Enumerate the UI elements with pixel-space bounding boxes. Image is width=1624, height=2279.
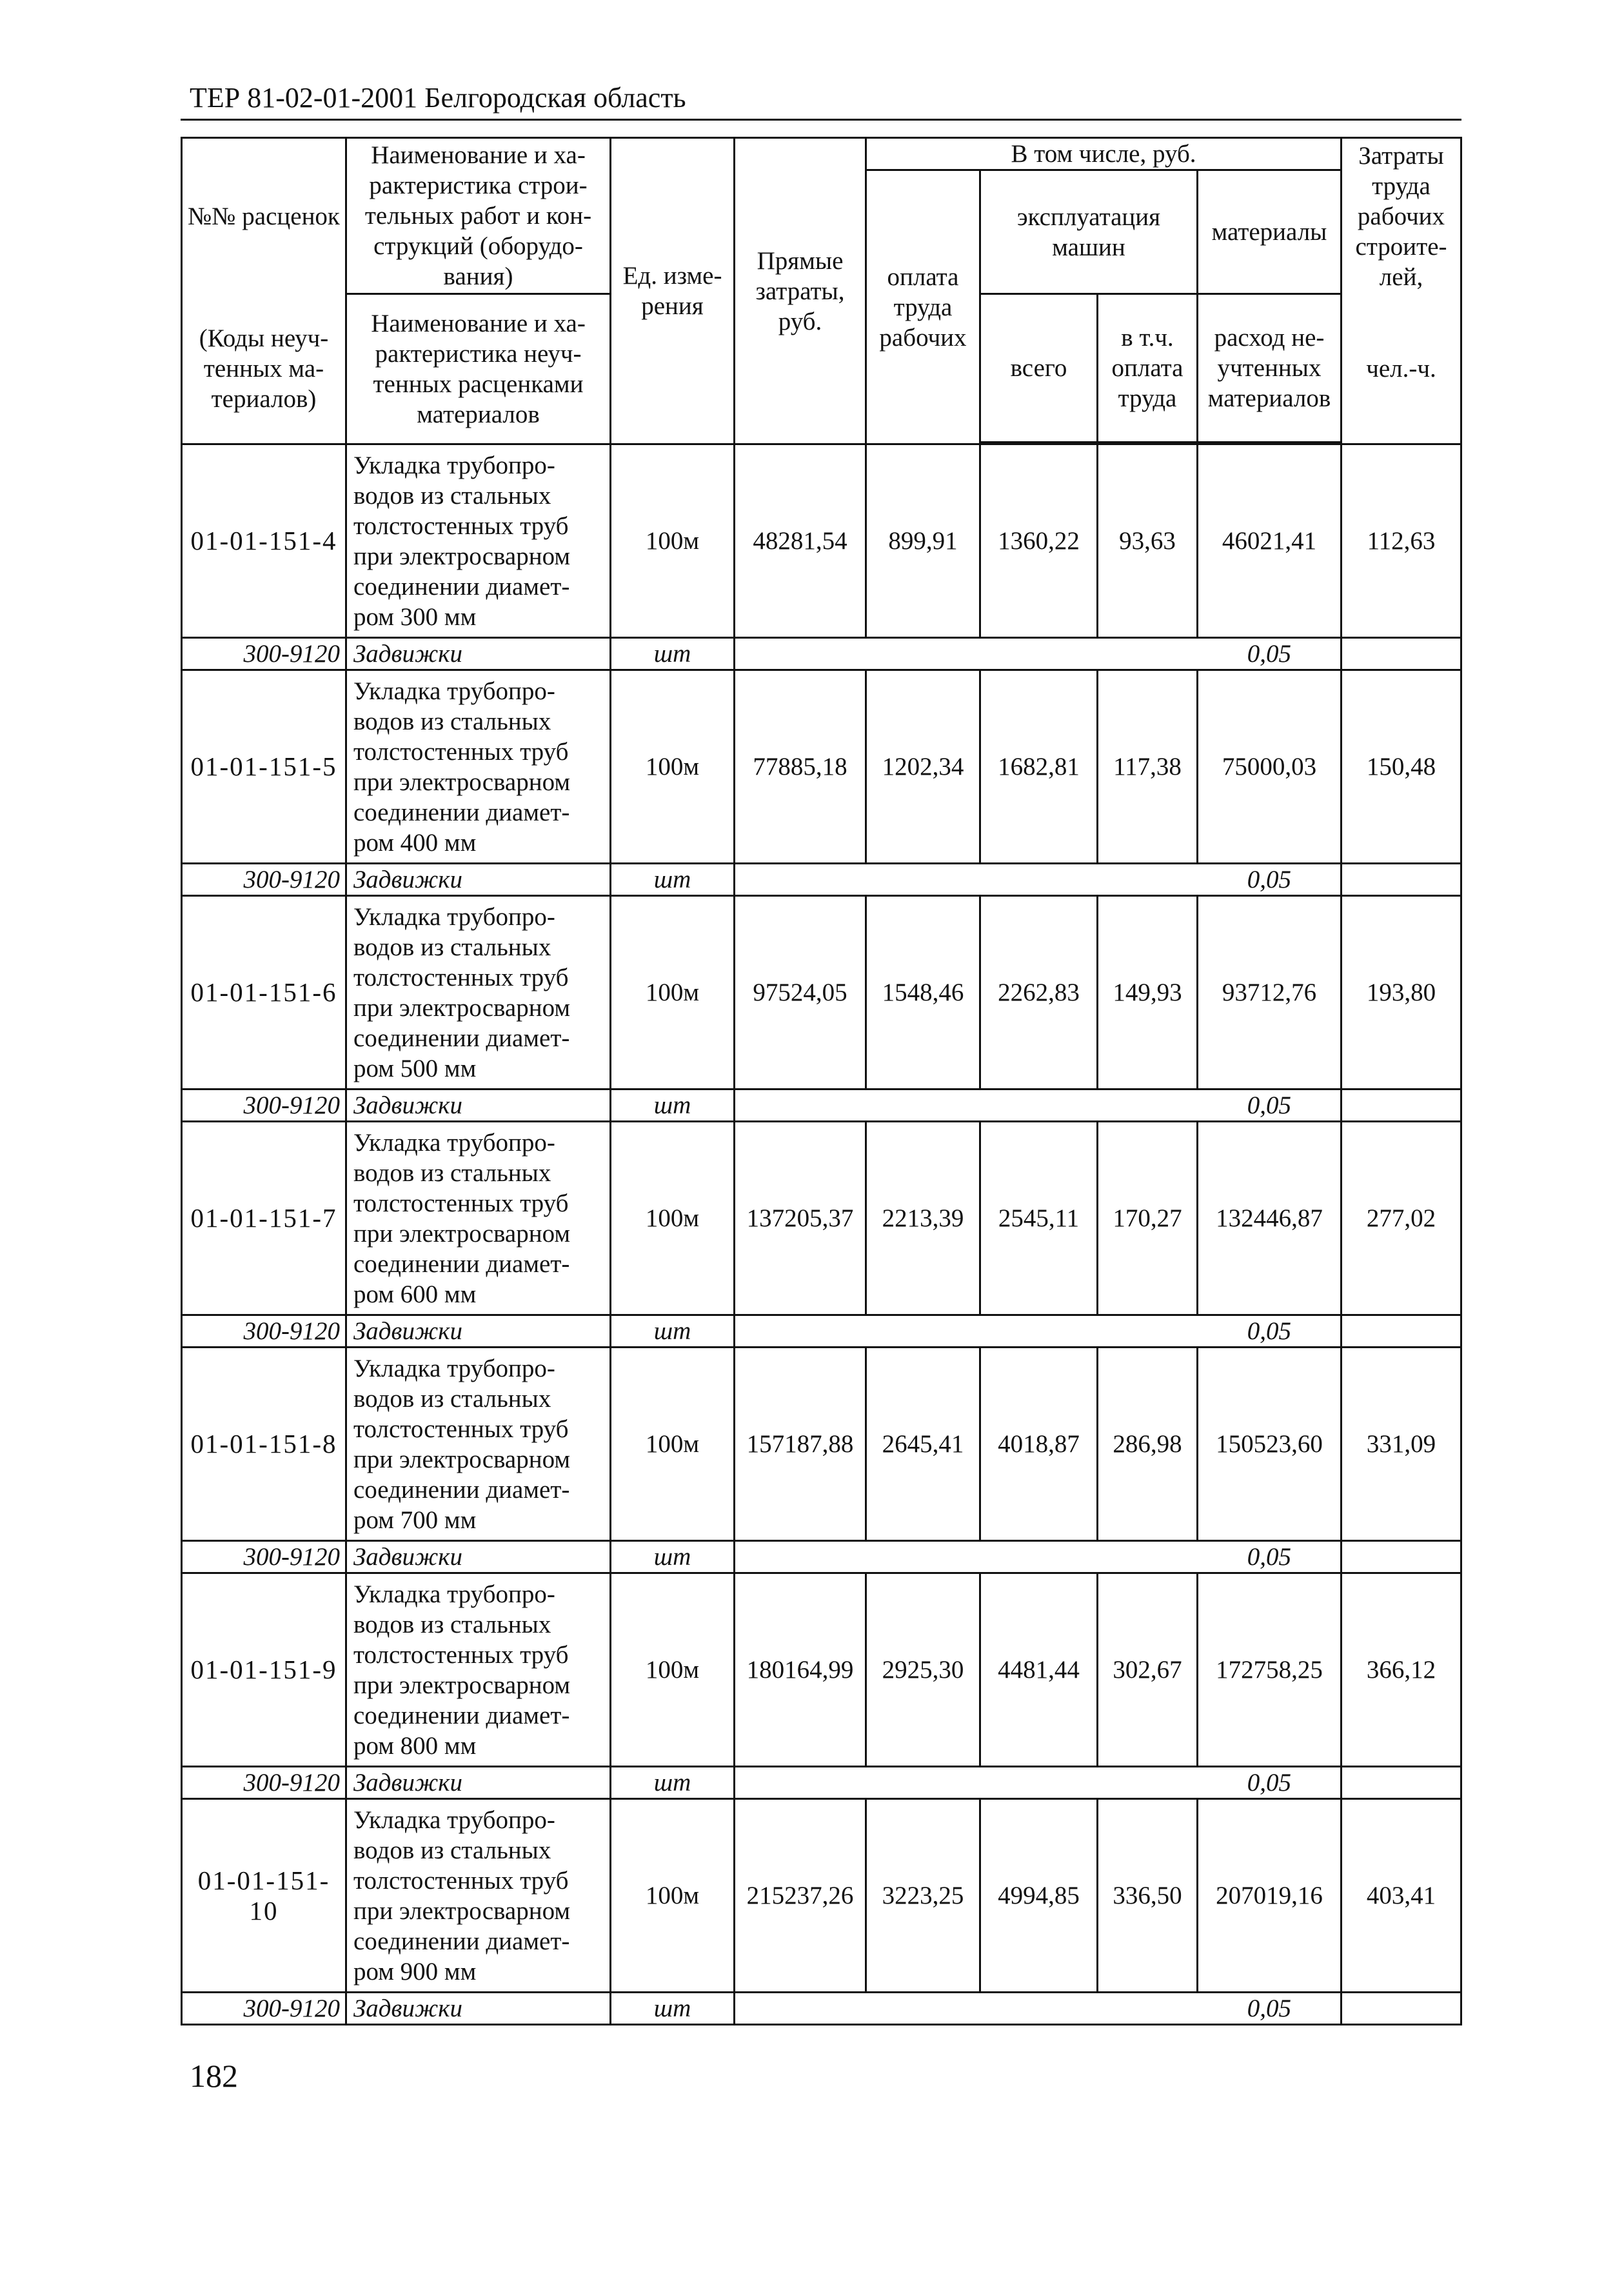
material-qty: 0,05 xyxy=(735,1315,1342,1348)
unit: 100м xyxy=(611,444,735,638)
table-row xyxy=(182,670,1461,864)
material-qty: 0,05 xyxy=(735,638,1342,670)
rate-code: 01-01-151-4 xyxy=(182,444,346,638)
materials-cost: 132446,87 xyxy=(1198,1122,1342,1315)
machines-labor: 170,27 xyxy=(1098,1122,1198,1315)
man-hours: 112,63 xyxy=(1342,444,1461,638)
material-unit: шт xyxy=(611,1090,735,1122)
rate-code: 01-01-151-9 xyxy=(182,1573,346,1767)
material-code: 300-9120 xyxy=(182,1993,346,2025)
material-code: 300-9120 xyxy=(182,1767,346,1799)
labor-pay: 3223,25 xyxy=(866,1799,980,1993)
material-row xyxy=(182,864,1461,896)
machines-total: 2545,11 xyxy=(980,1122,1098,1315)
machines-labor: 117,38 xyxy=(1098,670,1198,864)
rates-table xyxy=(181,137,1462,2025)
machines-total: 4994,85 xyxy=(980,1799,1098,1993)
material-qty: 0,05 xyxy=(735,1541,1342,1573)
work-description: Укладка трубопро-водов из стальных толстостенных труб при электросварном соединении диамет-ром 900 мм xyxy=(346,1799,611,1993)
material-row xyxy=(182,1315,1461,1348)
table-row xyxy=(182,896,1461,1090)
man-hours: 331,09 xyxy=(1342,1348,1461,1541)
labor-pay: 2925,30 xyxy=(866,1573,980,1767)
materials-cost: 150523,60 xyxy=(1198,1348,1342,1541)
machines-labor: 336,50 xyxy=(1098,1799,1198,1993)
header-direct-costs: Прямые затраты, руб. xyxy=(735,138,866,444)
direct-costs: 48281,54 xyxy=(735,444,866,638)
table-row xyxy=(182,444,1461,638)
header-rule xyxy=(181,119,1461,121)
material-name: Задвижки xyxy=(346,1090,611,1122)
material-code: 300-9120 xyxy=(182,864,346,896)
labor-pay: 2645,41 xyxy=(866,1348,980,1541)
man-hours: 150,48 xyxy=(1342,670,1461,864)
labor-pay: 1548,46 xyxy=(866,896,980,1090)
header-materials: материалы xyxy=(1198,170,1342,294)
material-empty-cell xyxy=(1342,1541,1461,1573)
rate-code: 01-01-151-5 xyxy=(182,670,346,864)
work-description: Укладка трубопро-водов из стальных толстостенных труб при электросварном соединении диамет-ром 600 мм xyxy=(346,1122,611,1315)
header-unit: Ед. изме-рения xyxy=(611,138,735,444)
material-unit: шт xyxy=(611,1315,735,1348)
material-qty: 0,05 xyxy=(735,864,1342,896)
unit: 100м xyxy=(611,1573,735,1767)
header-material-use: расход не-учтенных материалов xyxy=(1198,294,1342,443)
material-code: 300-9120 xyxy=(182,1315,346,1348)
material-empty-cell xyxy=(1342,1315,1461,1348)
material-row xyxy=(182,1541,1461,1573)
material-unit: шт xyxy=(611,638,735,670)
header-labor-pay: оплата труда рабочих xyxy=(866,170,980,444)
direct-costs: 157187,88 xyxy=(735,1348,866,1541)
direct-costs: 97524,05 xyxy=(735,896,866,1090)
machines-total: 1682,81 xyxy=(980,670,1098,864)
unit: 100м xyxy=(611,1122,735,1315)
material-row xyxy=(182,1993,1461,2025)
page-header-title: ТЕР 81-02-01-2001 Белгородская область xyxy=(190,82,686,114)
man-hours: 366,12 xyxy=(1342,1573,1461,1767)
material-empty-cell xyxy=(1342,1767,1461,1799)
direct-costs: 180164,99 xyxy=(735,1573,866,1767)
material-name: Задвижки xyxy=(346,1767,611,1799)
machines-labor: 93,63 xyxy=(1098,444,1198,638)
material-name: Задвижки xyxy=(346,1541,611,1573)
man-hours: 193,80 xyxy=(1342,896,1461,1090)
table-row xyxy=(182,1122,1461,1315)
material-name: Задвижки xyxy=(346,638,611,670)
material-row xyxy=(182,638,1461,670)
direct-costs: 215237,26 xyxy=(735,1799,866,1993)
material-row xyxy=(182,1767,1461,1799)
labor-pay: 1202,34 xyxy=(866,670,980,864)
header-labor-costs: Затраты труда рабочих строите-лей, xyxy=(1342,138,1461,294)
header-total: всего xyxy=(980,294,1098,443)
material-code: 300-9120 xyxy=(182,638,346,670)
direct-costs: 137205,37 xyxy=(735,1122,866,1315)
man-hours: 277,02 xyxy=(1342,1122,1461,1315)
machines-labor: 286,98 xyxy=(1098,1348,1198,1541)
machines-total: 2262,83 xyxy=(980,896,1098,1090)
machines-labor: 149,93 xyxy=(1098,896,1198,1090)
material-qty: 0,05 xyxy=(735,1993,1342,2025)
header-man-hours: чел.-ч. xyxy=(1342,294,1461,444)
rate-code: 01-01-151-8 xyxy=(182,1348,346,1541)
header-codes: (Коды неуч-тенных ма-териалов) xyxy=(182,294,346,444)
material-qty: 0,05 xyxy=(735,1767,1342,1799)
table-row xyxy=(182,1799,1461,1993)
header-incl-group: В том числе, руб. xyxy=(866,138,1342,170)
unit: 100м xyxy=(611,670,735,864)
material-name: Задвижки xyxy=(346,1315,611,1348)
material-code: 300-9120 xyxy=(182,1541,346,1573)
unit: 100м xyxy=(611,1799,735,1993)
material-unit: шт xyxy=(611,1767,735,1799)
header-machines: эксплуатация машин xyxy=(980,170,1198,294)
material-name: Задвижки xyxy=(346,1993,611,2025)
page-number: 182 xyxy=(190,2058,238,2094)
material-empty-cell xyxy=(1342,1993,1461,2025)
work-description: Укладка трубопро-водов из стальных толстостенных труб при электросварном соединении диамет-ром 500 мм xyxy=(346,896,611,1090)
unit: 100м xyxy=(611,1348,735,1541)
materials-cost: 207019,16 xyxy=(1198,1799,1342,1993)
material-unit: шт xyxy=(611,1993,735,2025)
man-hours: 403,41 xyxy=(1342,1799,1461,1993)
rate-code: 01-01-151-10 xyxy=(182,1799,346,1993)
labor-pay: 2213,39 xyxy=(866,1122,980,1315)
work-description: Укладка трубопро-водов из стальных толстостенных труб при электросварном соединении диамет-ром 800 мм xyxy=(346,1573,611,1767)
header-rate-no: №№ расценок xyxy=(182,138,346,294)
machines-total: 1360,22 xyxy=(980,444,1098,638)
machines-total: 4481,44 xyxy=(980,1573,1098,1767)
machines-total: 4018,87 xyxy=(980,1348,1098,1541)
material-name: Задвижки xyxy=(346,864,611,896)
work-description: Укладка трубопро-водов из стальных толстостенных труб при электросварном соединении диамет-ром 300 мм xyxy=(346,444,611,638)
table-row xyxy=(182,1573,1461,1767)
rate-code: 01-01-151-6 xyxy=(182,896,346,1090)
material-row xyxy=(182,1090,1461,1122)
unit: 100м xyxy=(611,896,735,1090)
materials-cost: 93712,76 xyxy=(1198,896,1342,1090)
header-row-1 xyxy=(182,138,1461,170)
labor-pay: 899,91 xyxy=(866,444,980,638)
direct-costs: 77885,18 xyxy=(735,670,866,864)
table-row xyxy=(182,1348,1461,1541)
machines-labor: 302,67 xyxy=(1098,1573,1198,1767)
material-empty-cell xyxy=(1342,638,1461,670)
material-empty-cell xyxy=(1342,864,1461,896)
header-name-2: Наименование и ха-рактеристика неуч-тенных расценками материалов xyxy=(346,294,611,444)
materials-cost: 46021,41 xyxy=(1198,444,1342,638)
rate-code: 01-01-151-7 xyxy=(182,1122,346,1315)
header-name: Наименование и ха-рактеристика строи-тельных работ и кон-струкций (оборудо-вания) xyxy=(346,138,611,294)
material-unit: шт xyxy=(611,1541,735,1573)
work-description: Укладка трубопро-водов из стальных толстостенных труб при электросварном соединении диамет-ром 400 мм xyxy=(346,670,611,864)
materials-cost: 172758,25 xyxy=(1198,1573,1342,1767)
materials-cost: 75000,03 xyxy=(1198,670,1342,864)
work-description: Укладка трубопро-водов из стальных толстостенных труб при электросварном соединении диамет-ром 700 мм xyxy=(346,1348,611,1541)
material-qty: 0,05 xyxy=(735,1090,1342,1122)
material-code: 300-9120 xyxy=(182,1090,346,1122)
material-unit: шт xyxy=(611,864,735,896)
material-empty-cell xyxy=(1342,1090,1461,1122)
header-incl-labor: в т.ч. оплата труда xyxy=(1098,294,1198,443)
